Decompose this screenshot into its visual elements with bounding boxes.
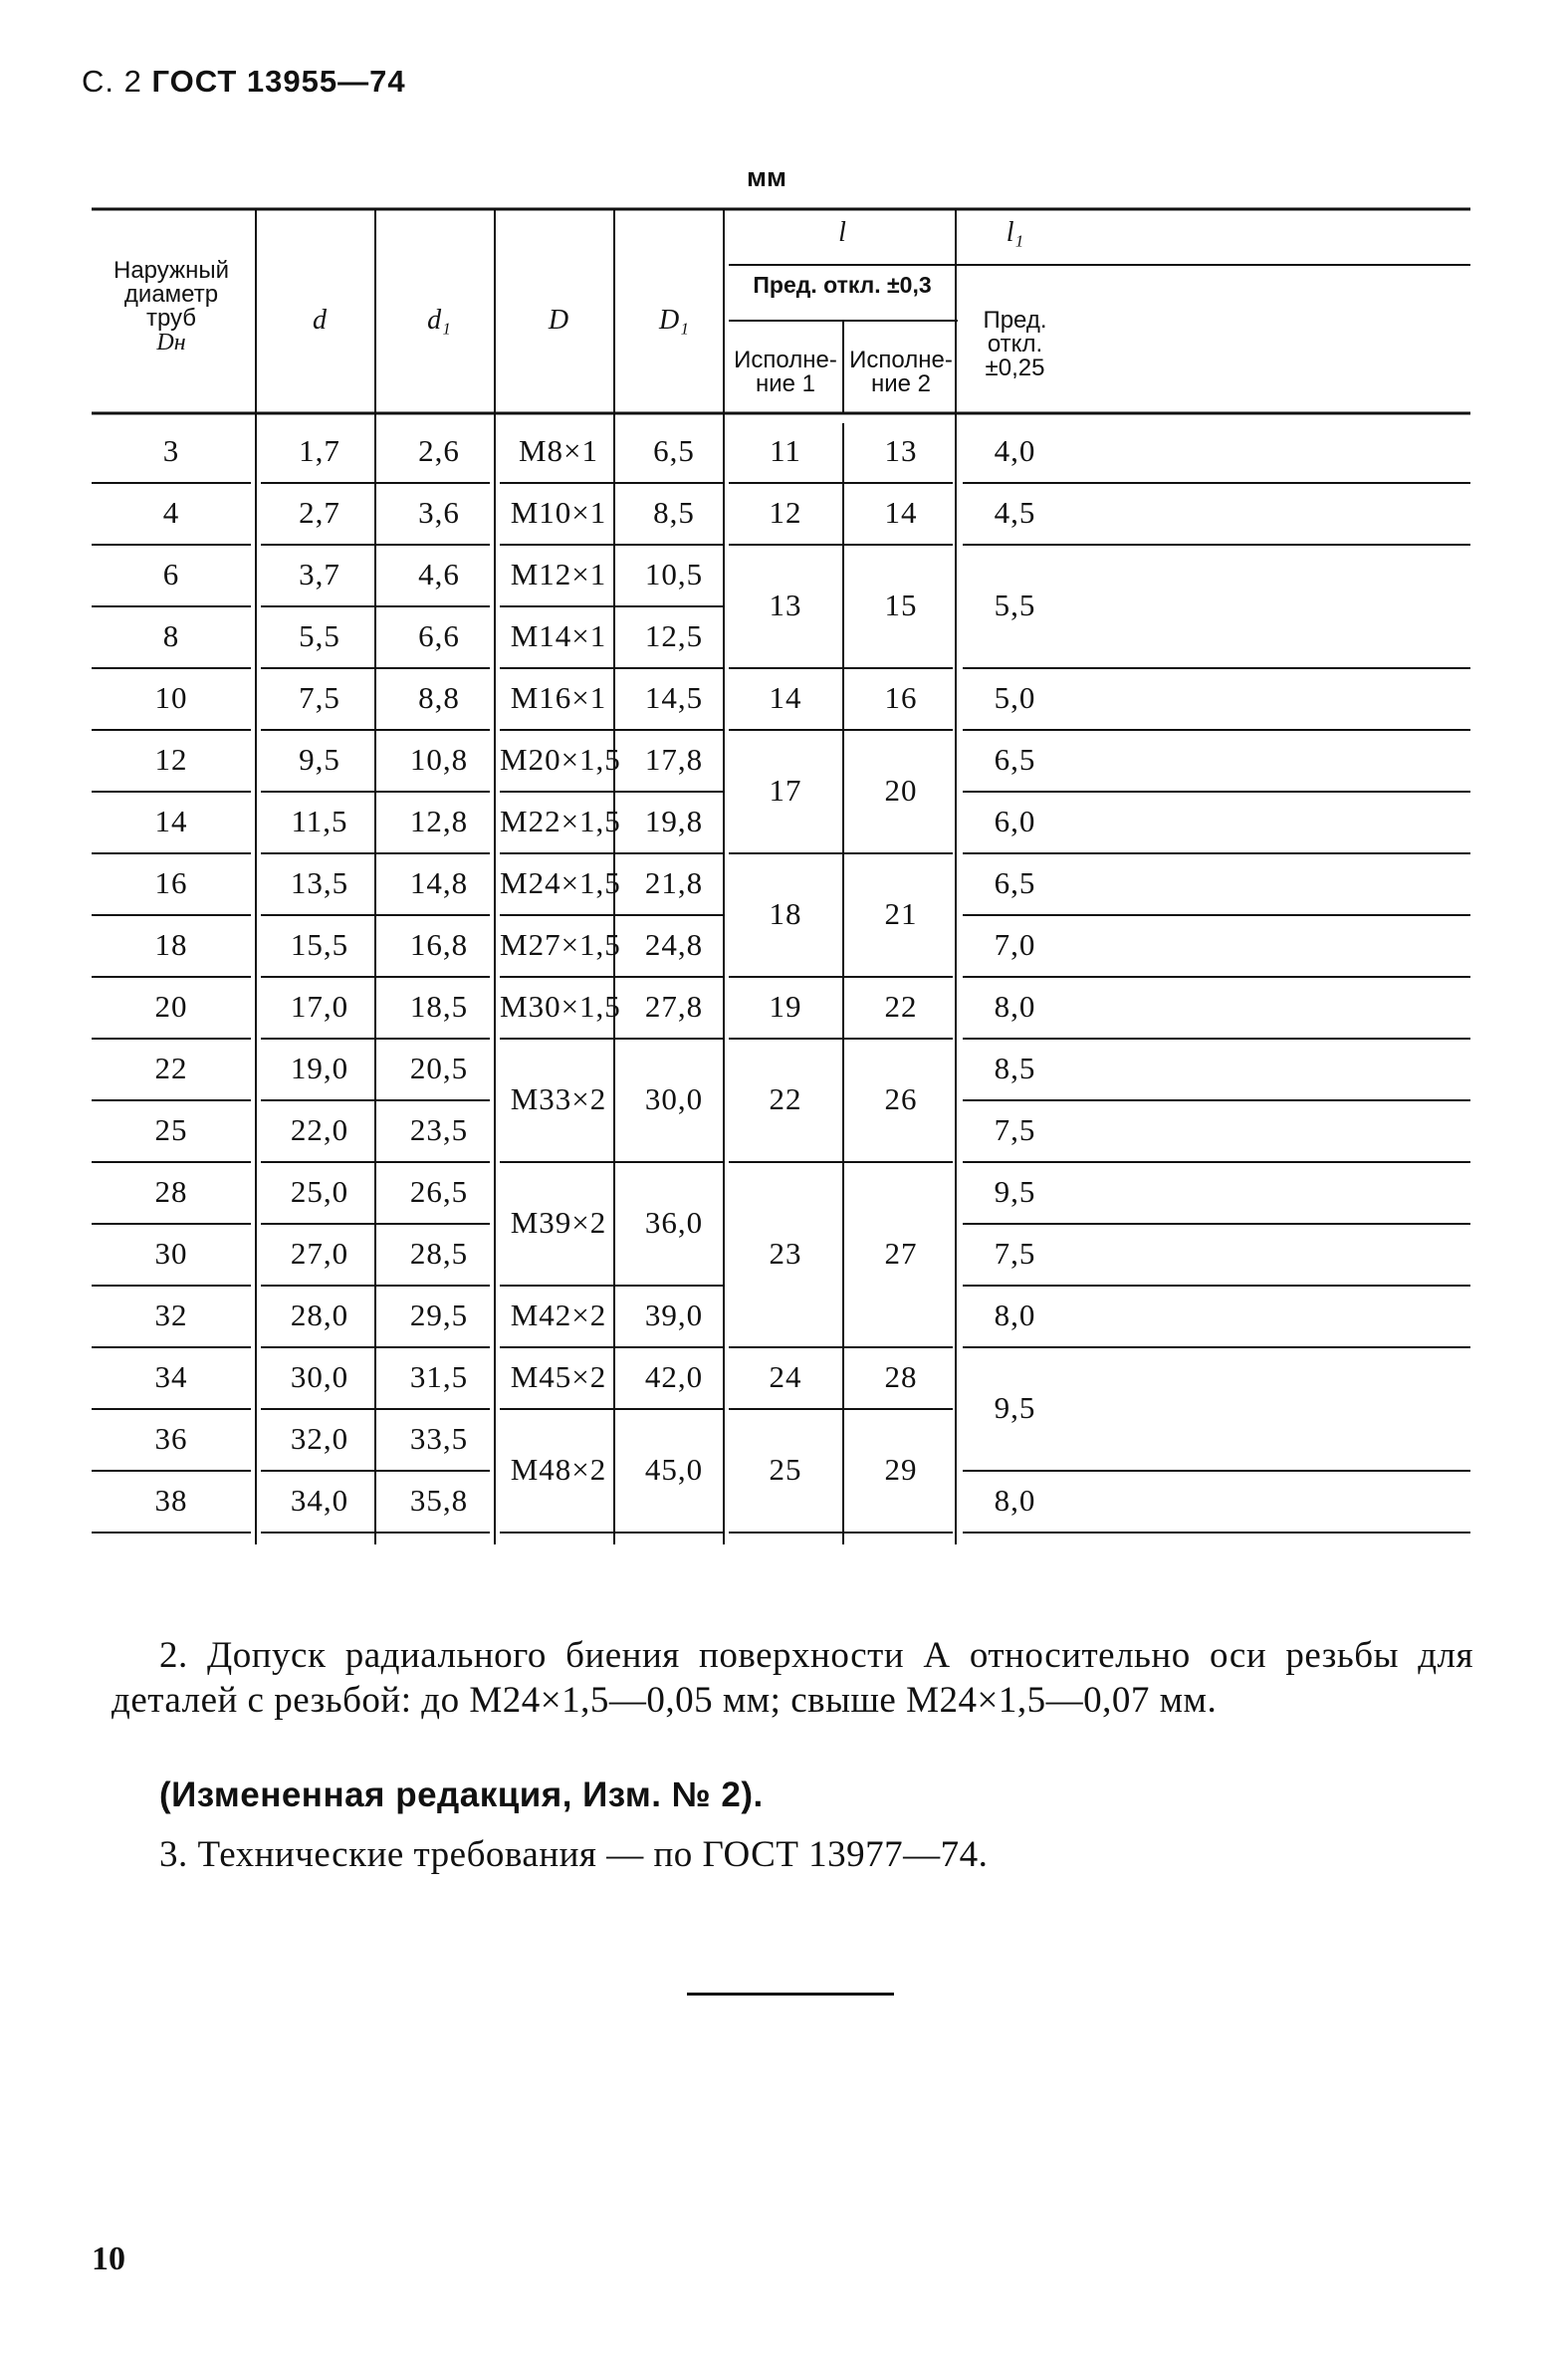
cell-l1: 6,0 [994, 804, 1036, 838]
cell-d: 9,5 [299, 742, 340, 777]
cell-length-version2: 20 [884, 773, 918, 808]
standard-designation: ГОСТ 13955—74 [151, 64, 406, 99]
cell-d: 11,5 [291, 804, 348, 838]
header-outer-diameter-line2: диаметр [123, 281, 219, 308]
page-prefix: С. 2 [82, 64, 142, 99]
cell-thread-D: M39×2 [510, 1205, 607, 1240]
header-l1-tolerance-line2: откл. [987, 331, 1043, 357]
cell-d: 2,7 [299, 495, 340, 530]
cell-outer-diameter: 4 [162, 495, 180, 530]
cell-thread-D: M30×1,5 [500, 989, 621, 1024]
cell-thread-D: M27×1,5 [500, 927, 621, 962]
note-2: 2. Допуск радиального биения поверхности А относительно оси резьбы для деталей с резьбой: до М24×1,5—0,05 мм; свыше М24×1,5—0,07 мм. [112, 1635, 1473, 1721]
cell-d1: 2,6 [418, 433, 460, 468]
header-outer-diameter-line3: труб [145, 305, 197, 332]
cell-length-version1: 17 [769, 773, 802, 808]
cell-thread-D1: 12,5 [644, 618, 704, 653]
cell-thread-D: M16×1 [510, 680, 607, 715]
cell-d: 32,0 [290, 1421, 349, 1456]
cell-l1: 4,0 [994, 433, 1036, 468]
cell-d: 15,5 [290, 927, 349, 962]
closing-rule [687, 1993, 894, 1996]
header-D1: D₁ [659, 305, 689, 336]
cell-d1: 20,5 [409, 1051, 469, 1085]
cell-d1: 3,6 [418, 495, 460, 530]
cell-d1: 28,5 [409, 1236, 469, 1271]
cell-length-version1: 18 [769, 896, 802, 931]
cell-d: 25,0 [290, 1174, 349, 1209]
cell-d: 34,0 [290, 1483, 349, 1518]
cell-thread-D1: 10,5 [644, 557, 704, 591]
cell-d1: 16,8 [409, 927, 469, 962]
header-l-tolerance: Пред. откл. ±0,3 [753, 272, 932, 298]
cell-outer-diameter: 18 [154, 927, 188, 962]
cell-thread-D1: 27,8 [644, 989, 704, 1024]
cell-thread-D1: 24,8 [644, 927, 704, 962]
cell-length-version2: 26 [884, 1081, 918, 1116]
cell-thread-D: M24×1,5 [500, 865, 621, 900]
header-version1-line1: Исполне- [734, 347, 837, 373]
cell-outer-diameter: 38 [154, 1483, 188, 1518]
header-d: d [313, 305, 327, 336]
cell-thread-D: M42×2 [510, 1298, 607, 1332]
page-number: 10 [92, 2241, 125, 2277]
cell-thread-D: M22×1,5 [500, 804, 621, 838]
cell-length-version2: 28 [884, 1359, 918, 1394]
page-header [82, 64, 406, 100]
cell-thread-D: M45×2 [510, 1359, 607, 1394]
cell-d1: 4,6 [418, 557, 460, 591]
header-version2 [844, 349, 958, 396]
cell-thread-D: M48×2 [510, 1452, 607, 1487]
header-version1-line2: ние 1 [755, 370, 816, 397]
header-d1: d₁ [427, 305, 451, 336]
cell-thread-D1: 30,0 [644, 1081, 704, 1116]
cell-l1: 8,0 [994, 1483, 1036, 1518]
cell-length-version1: 14 [769, 680, 802, 715]
cell-outer-diameter: 34 [154, 1359, 188, 1394]
cell-length-version2: 16 [884, 680, 918, 715]
cell-d: 27,0 [290, 1236, 349, 1271]
cell-d1: 10,8 [409, 742, 469, 777]
cell-thread-D1: 21,8 [644, 865, 704, 900]
cell-length-version1: 13 [769, 588, 802, 622]
cell-l1: 8,0 [994, 989, 1036, 1024]
note-3: 3. Технические требования — по ГОСТ 13977—74. [159, 1834, 989, 1875]
cell-thread-D: M8×1 [518, 433, 599, 468]
cell-thread-D1: 36,0 [644, 1205, 704, 1240]
cell-outer-diameter: 8 [162, 618, 180, 653]
header-version2-line1: Исполне- [849, 347, 953, 373]
cell-thread-D1: 6,5 [653, 433, 695, 468]
note-amendment: (Измененная редакция, Изм. № 2). [159, 1775, 764, 1814]
cell-d1: 29,5 [409, 1298, 469, 1332]
header-l: l [838, 217, 846, 248]
cell-length-version2: 13 [884, 433, 918, 468]
cell-l1: 6,5 [994, 742, 1036, 777]
cell-d: 22,0 [290, 1112, 349, 1147]
cell-d: 1,7 [299, 433, 340, 468]
header-l1: l₁ [1006, 217, 1024, 248]
cell-thread-D1: 19,8 [644, 804, 704, 838]
cell-length-version1: 11 [770, 433, 801, 468]
header-l1-tolerance [958, 309, 1072, 380]
cell-outer-diameter: 32 [154, 1298, 188, 1332]
cell-length-version1: 25 [769, 1452, 802, 1487]
cell-thread-D1: 14,5 [644, 680, 704, 715]
cell-thread-D1: 42,0 [644, 1359, 704, 1394]
header-outer-diameter [92, 259, 251, 354]
cell-length-version2: 29 [884, 1452, 918, 1487]
header-D: D [548, 305, 569, 336]
cell-d: 3,7 [299, 557, 340, 591]
cell-outer-diameter: 25 [154, 1112, 188, 1147]
cell-thread-D1: 45,0 [644, 1452, 704, 1487]
cell-outer-diameter: 22 [154, 1051, 188, 1085]
cell-d1: 12,8 [409, 804, 469, 838]
cell-outer-diameter: 20 [154, 989, 188, 1024]
cell-length-version2: 21 [884, 896, 918, 931]
cell-length-version1: 22 [769, 1081, 802, 1116]
header-outer-diameter-line4: Dн [156, 330, 186, 355]
cell-length-version1: 12 [769, 495, 802, 530]
cell-thread-D: M33×2 [510, 1081, 607, 1116]
cell-l1: 9,5 [994, 1390, 1036, 1425]
cell-d: 28,0 [290, 1298, 349, 1332]
header-outer-diameter-line1: Наружный [113, 257, 229, 284]
cell-length-version1: 23 [769, 1236, 802, 1271]
cell-l1: 5,0 [994, 680, 1036, 715]
cell-thread-D1: 39,0 [644, 1298, 704, 1332]
cell-d1: 18,5 [409, 989, 469, 1024]
cell-l1: 8,0 [994, 1298, 1036, 1332]
header-l1-tolerance-line3: ±0,25 [985, 354, 1045, 381]
cell-d: 19,0 [290, 1051, 349, 1085]
cell-outer-diameter: 28 [154, 1174, 188, 1209]
cell-l1: 7,5 [994, 1236, 1036, 1271]
cell-thread-D: M12×1 [510, 557, 607, 591]
cell-length-version2: 15 [884, 588, 918, 622]
cell-thread-D: M14×1 [510, 618, 607, 653]
header-l1-tolerance-line1: Пред. [983, 307, 1047, 334]
cell-d1: 26,5 [409, 1174, 469, 1209]
cell-l1: 7,0 [994, 927, 1036, 962]
cell-d: 30,0 [290, 1359, 349, 1394]
cell-outer-diameter: 16 [154, 865, 188, 900]
cell-length-version2: 14 [884, 495, 918, 530]
cell-outer-diameter: 30 [154, 1236, 188, 1271]
table-unit: мм [747, 162, 786, 192]
cell-outer-diameter: 14 [154, 804, 188, 838]
cell-d1: 8,8 [418, 680, 460, 715]
cell-thread-D1: 17,8 [644, 742, 704, 777]
cell-outer-diameter: 36 [154, 1421, 188, 1456]
cell-d1: 31,5 [409, 1359, 469, 1394]
cell-length-version2: 22 [884, 989, 918, 1024]
cell-d1: 14,8 [409, 865, 469, 900]
cell-l1: 5,5 [994, 588, 1036, 622]
cell-l1: 4,5 [994, 495, 1036, 530]
cell-d: 13,5 [290, 865, 349, 900]
cell-d1: 33,5 [409, 1421, 469, 1456]
header-version1 [729, 349, 842, 396]
cell-l1: 9,5 [994, 1174, 1036, 1209]
cell-outer-diameter: 6 [162, 557, 180, 591]
cell-d: 17,0 [290, 989, 349, 1024]
header-version2-line2: ние 2 [870, 370, 932, 397]
cell-l1: 6,5 [994, 865, 1036, 900]
dimensions-table [92, 209, 1470, 1613]
cell-thread-D: M20×1,5 [500, 742, 621, 777]
cell-thread-D1: 8,5 [653, 495, 695, 530]
cell-d1: 6,6 [418, 618, 460, 653]
cell-d1: 35,8 [409, 1483, 469, 1518]
cell-outer-diameter: 3 [162, 433, 180, 468]
cell-length-version1: 19 [769, 989, 802, 1024]
cell-outer-diameter: 12 [154, 742, 188, 777]
cell-d: 7,5 [299, 680, 340, 715]
cell-outer-diameter: 10 [154, 680, 188, 715]
cell-thread-D: M10×1 [510, 495, 607, 530]
cell-l1: 8,5 [994, 1051, 1036, 1085]
cell-d1: 23,5 [409, 1112, 469, 1147]
cell-d: 5,5 [299, 618, 340, 653]
cell-length-version1: 24 [769, 1359, 802, 1394]
cell-l1: 7,5 [994, 1112, 1036, 1147]
cell-length-version2: 27 [884, 1236, 918, 1271]
